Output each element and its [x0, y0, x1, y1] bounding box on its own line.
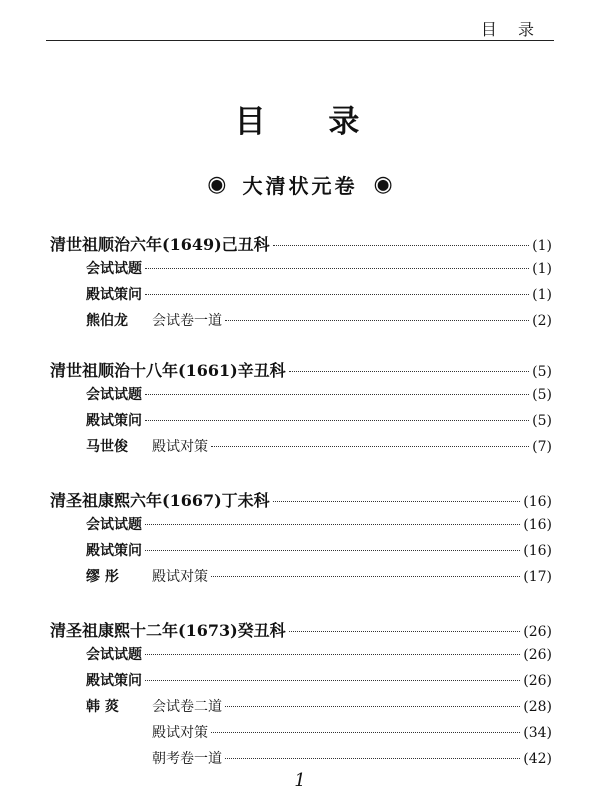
- toc-page-number: ( 2 ): [532, 313, 552, 329]
- toc-entry[interactable]: [86, 644, 552, 666]
- dot-leader: [211, 446, 529, 447]
- toc-entry-label: 会试试题: [86, 261, 142, 277]
- toc-entry-label: 会试试题: [86, 647, 142, 663]
- toc-page-number: ( 26 ): [523, 673, 552, 689]
- bullet-icon: ◉: [373, 171, 393, 197]
- dot-leader: [289, 631, 521, 632]
- toc-page-number: ( 1 ): [532, 261, 552, 277]
- dot-leader: [145, 420, 529, 421]
- toc-entry[interactable]: [86, 436, 552, 458]
- toc-entry[interactable]: [86, 540, 552, 562]
- toc-entry[interactable]: [86, 310, 552, 332]
- section-title: 大清状元卷: [242, 174, 358, 198]
- toc-page-number: ( 1 ): [532, 287, 552, 303]
- toc-entry-author: 韩 菼: [86, 699, 119, 715]
- toc-heading-label: 清圣祖康熙十二年(1673)癸丑科: [50, 621, 286, 640]
- page-title: 目 录: [234, 104, 386, 140]
- toc-page-number: ( 7 ): [532, 439, 552, 455]
- toc-entry-author: 熊伯龙: [86, 313, 128, 329]
- toc-heading-label: 清圣祖康熙六年(1667)丁未科: [50, 491, 270, 510]
- toc-page-number: ( 42 ): [523, 751, 552, 767]
- toc-page-number: ( 26 ): [523, 647, 552, 663]
- dot-leader: [145, 524, 520, 525]
- dot-leader: [273, 245, 529, 246]
- toc-page-number: ( 16 ): [523, 543, 552, 559]
- toc-heading-entry[interactable]: [50, 618, 552, 640]
- toc-entry[interactable]: [86, 670, 552, 692]
- dot-leader: [273, 501, 521, 502]
- toc-entry-label: 殿试策问: [86, 673, 142, 689]
- toc-entry-work: 殿试对策: [152, 439, 208, 455]
- toc-entry[interactable]: [86, 384, 552, 406]
- dot-leader: [145, 680, 520, 681]
- dot-leader: [289, 371, 529, 372]
- toc-entry[interactable]: [86, 514, 552, 536]
- toc-heading-entry[interactable]: [50, 488, 552, 510]
- toc-entry-label: 殿试策问: [86, 413, 142, 429]
- toc-entry-work: 会试卷二道: [152, 699, 222, 715]
- dot-leader: [145, 654, 520, 655]
- toc-heading-entry[interactable]: [50, 358, 552, 380]
- toc-entry[interactable]: [86, 748, 552, 770]
- dot-leader: [225, 758, 520, 759]
- toc-heading-entry[interactable]: [50, 232, 552, 254]
- toc-entry[interactable]: [86, 696, 552, 718]
- section-heading: [0, 170, 600, 199]
- toc-entry-work: 殿试对策: [152, 725, 208, 741]
- toc-entry-label: 殿试策问: [86, 543, 142, 559]
- toc-entry-label: 殿试策问: [86, 287, 142, 303]
- toc-heading-label: 清世祖顺治十八年(1661)辛丑科: [50, 361, 286, 380]
- dot-leader: [145, 294, 529, 295]
- toc-entry-author: 马世俊: [86, 439, 128, 455]
- toc-page-number: ( 5 ): [532, 364, 552, 380]
- dot-leader: [145, 550, 520, 551]
- toc-entry[interactable]: [86, 258, 552, 280]
- toc-entry-work: 会试卷一道: [152, 313, 222, 329]
- dot-leader: [145, 394, 529, 395]
- dot-leader: [211, 576, 520, 577]
- dot-leader: [225, 706, 520, 707]
- toc-entry-work: 殿试对策: [152, 569, 208, 585]
- page-number: 1: [294, 770, 306, 791]
- toc-page-number: ( 28 ): [523, 699, 552, 715]
- dot-leader: [145, 268, 529, 269]
- toc-page-number: ( 26 ): [523, 624, 552, 640]
- toc-page-number: ( 16 ): [523, 494, 552, 510]
- toc-page-number: ( 1 ): [532, 238, 552, 254]
- toc-page-number: ( 5 ): [532, 387, 552, 403]
- toc-entry[interactable]: [86, 410, 552, 432]
- toc-heading-label: 清世祖顺治六年(1649)己丑科: [50, 235, 270, 254]
- toc-entry[interactable]: [86, 284, 552, 306]
- toc-page-number: ( 5 ): [532, 413, 552, 429]
- toc-page-number: ( 16 ): [523, 517, 552, 533]
- dot-leader: [211, 732, 520, 733]
- toc-page-number: ( 34 ): [523, 725, 552, 741]
- bullet-icon: ◉: [207, 171, 227, 197]
- header-rule: [46, 40, 554, 41]
- toc-entry-label: 会试试题: [86, 517, 142, 533]
- toc-entry-label: 会试试题: [86, 387, 142, 403]
- toc-page-number: ( 17 ): [523, 569, 552, 585]
- toc-entry-work: 朝考卷一道: [152, 751, 222, 767]
- running-header-title: 目 录: [480, 20, 542, 39]
- dot-leader: [225, 320, 529, 321]
- toc-entry[interactable]: [86, 722, 552, 744]
- toc-entry-author: 缪 彤: [86, 569, 119, 585]
- toc-entry[interactable]: [86, 566, 552, 588]
